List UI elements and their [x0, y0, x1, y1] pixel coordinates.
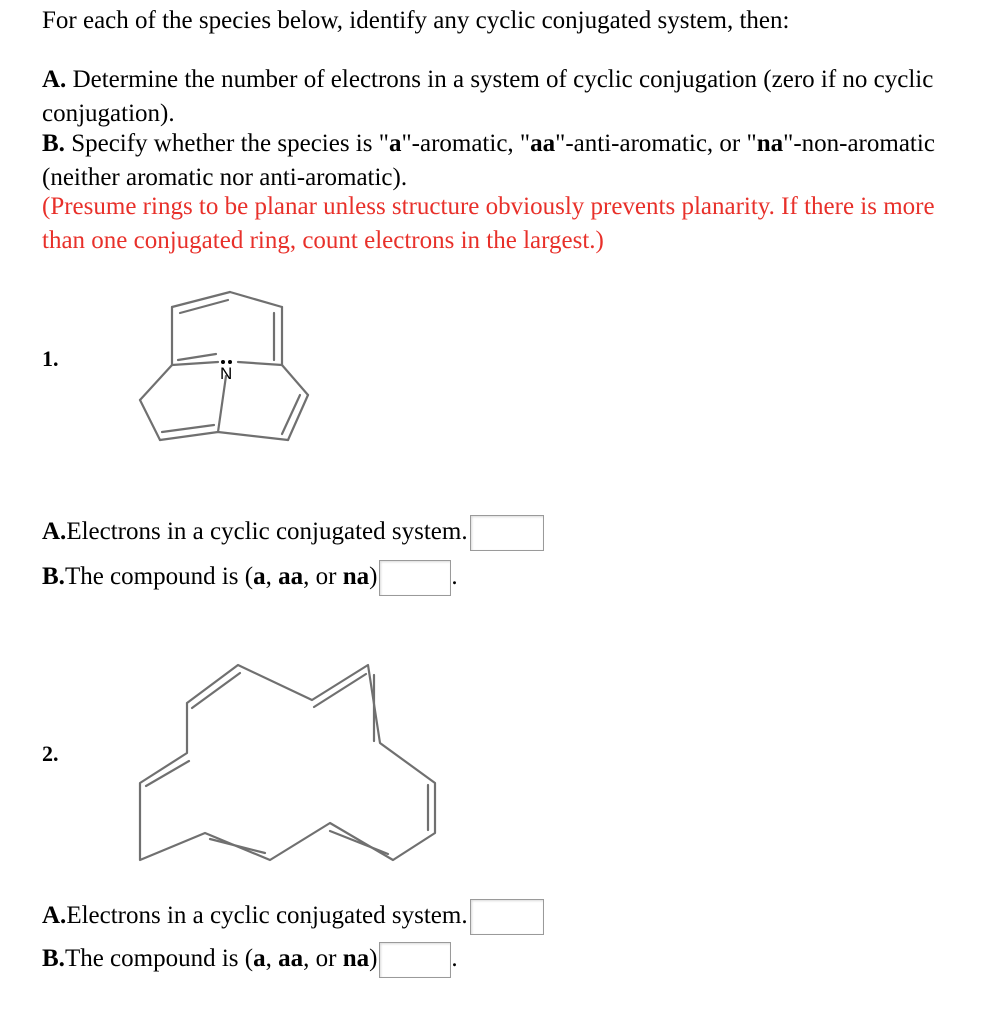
question-number: 2. [42, 741, 59, 766]
part-a-instruction [42, 63, 942, 131]
option-aa: aa [530, 130, 556, 157]
part-a-label: A. [42, 66, 67, 93]
option-na: na [342, 563, 370, 590]
question-number: 1. [42, 346, 59, 371]
part-b-prompt: The compound is ( [64, 945, 254, 972]
option-a: a [388, 130, 402, 157]
question-1-part-a [42, 515, 544, 551]
part-b-text: "-anti-aromatic, or " [555, 130, 757, 157]
separator: , [265, 563, 279, 590]
intro-text: For each of the species below, identify any cyclic conjugated system, then: [42, 7, 790, 34]
question-2-part-b [42, 942, 458, 978]
option-na: na [756, 130, 784, 157]
part-b-instruction [42, 127, 942, 195]
electrons-answer-input[interactable] [470, 515, 544, 551]
lone-pair-dot [221, 360, 225, 364]
nitrogen-atom-label: N [220, 364, 233, 383]
option-a: a [253, 563, 266, 590]
lone-pair-dot [228, 360, 232, 364]
part-a-label: A. [42, 518, 67, 545]
part-b-prompt: ) [369, 945, 378, 972]
separator: , or [303, 563, 343, 590]
option-a: a [253, 945, 266, 972]
question-1-part-b [42, 560, 458, 596]
part-b-text: "-non-aromatic (neither aromatic nor anti-aromatic). [42, 130, 935, 191]
part-b-text: "-aromatic, " [401, 130, 531, 157]
option-aa: aa [278, 563, 304, 590]
molecule-1-structure [130, 282, 320, 462]
part-b-prompt: ) [369, 563, 378, 590]
question-2-part-a [42, 899, 544, 935]
part-a-prompt: Electrons in a cyclic conjugated system. [66, 902, 468, 929]
sentence-end: . [451, 563, 458, 590]
sentence-end: . [451, 945, 458, 972]
electrons-answer-input[interactable] [470, 899, 544, 935]
part-a-text: Determine the number of electrons in a system of cyclic conjugation (zero if no cyclic conjugation). [42, 66, 934, 127]
part-a-prompt: Electrons in a cyclic conjugated system. [66, 518, 468, 545]
part-a-label: A. [42, 902, 67, 929]
part-b-label: B. [42, 130, 65, 157]
molecule-2-structure [130, 655, 445, 865]
planarity-note: (Presume rings to be planar unless structure obviously prevents planarity. If there is more than one conjugated ring, count electrons in the largest.) [42, 193, 935, 254]
part-b-label: B. [42, 945, 65, 972]
option-na: na [342, 945, 370, 972]
separator: , [265, 945, 279, 972]
aromaticity-answer-input[interactable] [379, 560, 451, 596]
separator: , or [303, 945, 343, 972]
aromaticity-answer-input[interactable] [379, 942, 451, 978]
part-b-prompt: The compound is ( [64, 563, 254, 590]
option-aa: aa [278, 945, 304, 972]
part-b-text: Specify whether the species is " [64, 130, 389, 157]
part-b-label: B. [42, 563, 65, 590]
